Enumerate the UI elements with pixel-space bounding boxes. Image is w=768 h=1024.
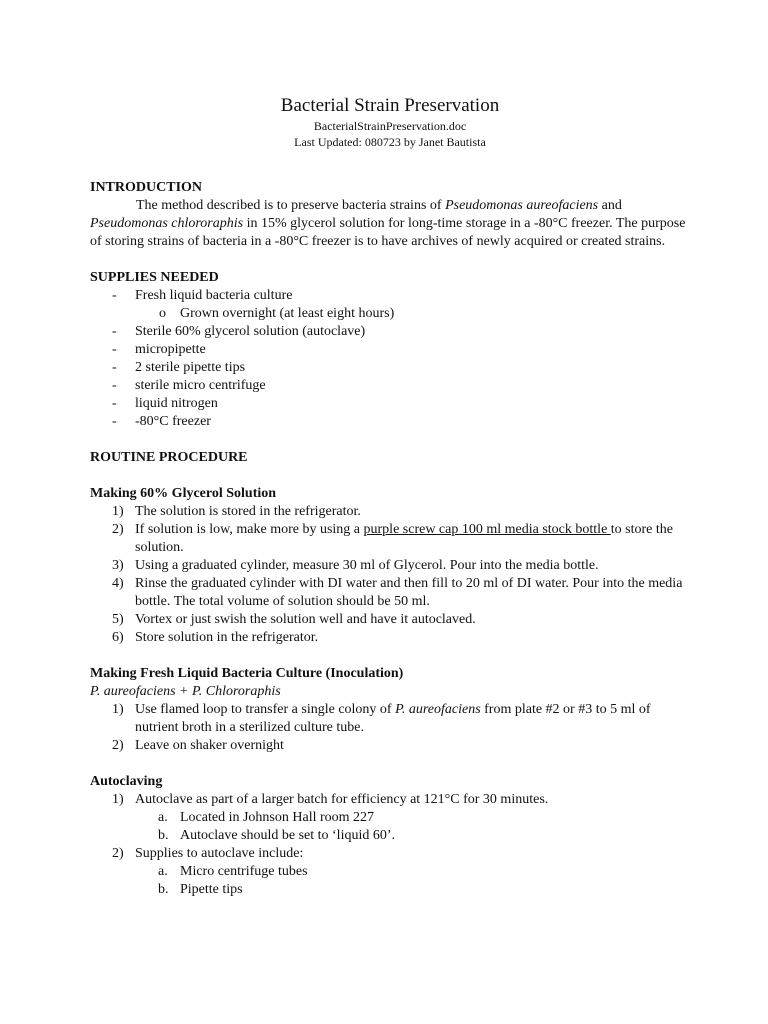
routine-heading: ROUTINE PROCEDURE xyxy=(90,450,248,465)
list-item-text: -80°C freezer xyxy=(135,414,211,429)
lettered-step xyxy=(90,809,690,827)
species-name: Pseudomonas aureofaciens xyxy=(445,198,599,213)
list-item-text: Grown overnight (at least eight hours) xyxy=(180,306,395,321)
lettered-step xyxy=(90,863,690,881)
step-text: Vortex or just swish the solution well and have it autoclaved. xyxy=(135,612,476,627)
doc-filename: BacterialStrainPreservation.doc xyxy=(313,119,467,133)
step-text: Supplies to autoclave include: xyxy=(135,846,304,861)
step-text: Located in Johnson Hall room 227 xyxy=(180,810,375,825)
step-number: 1) xyxy=(112,702,124,717)
numbered-step xyxy=(90,521,690,557)
numbered-step xyxy=(90,845,690,863)
step-letter: a. xyxy=(158,810,168,825)
numbered-step xyxy=(90,701,690,737)
list-item xyxy=(90,359,690,377)
list-item xyxy=(90,305,690,323)
list-item-text: sterile micro centrifuge xyxy=(135,378,266,393)
step-text: Use flamed loop to transfer a single colony of xyxy=(135,702,396,717)
step-number: 1) xyxy=(112,504,124,519)
glycerol-steps xyxy=(90,503,690,647)
step-text: Micro centrifuge tubes xyxy=(180,864,308,879)
step-number: 2) xyxy=(112,738,124,753)
step-number: 1) xyxy=(112,792,124,807)
numbered-step xyxy=(90,611,690,629)
step-text: Pipette tips xyxy=(180,882,243,897)
list-item-text: liquid nitrogen xyxy=(135,396,218,411)
autoclave-steps xyxy=(90,791,690,899)
step-text: Leave on shaker overnight xyxy=(135,738,284,753)
doc-updated: Last Updated: 080723 by Janet Bautista xyxy=(294,135,486,149)
step-letter: b. xyxy=(158,828,169,843)
step-number: 4) xyxy=(112,576,124,591)
dash-bullet: - xyxy=(112,360,117,375)
list-item xyxy=(90,377,690,395)
step-number: 5) xyxy=(112,612,124,627)
list-item xyxy=(90,413,690,431)
intro-text-and: and xyxy=(598,198,622,213)
dash-bullet: - xyxy=(112,378,117,393)
step-text: Rinse the graduated cylinder with DI water and then fill to 20 ml of DI water. Pour into the media bottle. The total volume of solution should be 50 ml. xyxy=(135,576,683,609)
numbered-step xyxy=(90,791,690,809)
list-item xyxy=(90,323,690,341)
doc-title: Bacterial Strain Preservation xyxy=(280,95,500,116)
step-letter: b. xyxy=(158,882,169,897)
numbered-step xyxy=(90,737,690,755)
step-text: Store solution in the refrigerator. xyxy=(135,630,319,645)
step-text: Autoclave should be set to ‘liquid 60’. xyxy=(180,828,396,843)
document-page xyxy=(90,94,690,899)
list-item xyxy=(90,287,690,305)
list-item-text: Sterile 60% glycerol solution (autoclave) xyxy=(135,324,366,339)
step-text: The solution is stored in the refrigerator. xyxy=(135,504,361,519)
intro-text-2: in 15% glycerol solution for long-time storage in a -80°C freezer. The purpose of storing strains of bacteria in a -80°C freezer is to have archives of newly acquired or created strains. xyxy=(90,216,686,249)
list-item-text: Fresh liquid bacteria culture xyxy=(135,288,293,303)
list-item xyxy=(90,395,690,413)
lettered-step xyxy=(90,881,690,899)
supplies-heading: SUPPLIES NEEDED xyxy=(90,270,219,285)
culture-heading: Making Fresh Liquid Bacteria Culture (Inoculation) xyxy=(90,666,404,681)
autoclave-heading: Autoclaving xyxy=(90,774,163,789)
glycerol-heading: Making 60% Glycerol Solution xyxy=(90,486,277,501)
list-item-text: micropipette xyxy=(135,342,206,357)
step-number: 2) xyxy=(112,522,124,537)
culture-steps xyxy=(90,701,690,755)
supplies-list xyxy=(90,287,690,431)
dash-bullet: - xyxy=(112,342,117,357)
intro-heading: INTRODUCTION xyxy=(90,180,203,195)
numbered-step xyxy=(90,575,690,611)
numbered-step xyxy=(90,629,690,647)
dash-bullet: - xyxy=(112,414,117,429)
dash-bullet: - xyxy=(112,324,117,339)
underlined-text: purple screw cap 100 ml media stock bottle xyxy=(363,522,611,537)
step-text: If solution is low, make more by using a xyxy=(135,522,364,537)
species-name: P. aureofaciens xyxy=(395,702,481,717)
step-text: to store the solution. xyxy=(135,522,673,555)
dash-bullet: - xyxy=(112,396,117,411)
step-text: Using a graduated cylinder, measure 30 ml of Glycerol. Pour into the media bottle. xyxy=(135,558,599,573)
intro-paragraph xyxy=(90,197,690,251)
step-letter: a. xyxy=(158,864,168,879)
list-item xyxy=(90,341,690,359)
step-text: Autoclave as part of a larger batch for efficiency at 121°C for 30 minutes. xyxy=(135,792,549,807)
step-number: 6) xyxy=(112,630,124,645)
numbered-step xyxy=(90,557,690,575)
species-name: Pseudomonas chlororaphis xyxy=(90,216,244,231)
step-number: 2) xyxy=(112,846,124,861)
lettered-step xyxy=(90,827,690,845)
circle-bullet: o xyxy=(159,306,166,321)
culture-species: P. aureofaciens + P. Chlororaphis xyxy=(90,684,281,699)
dash-bullet: - xyxy=(112,288,117,303)
list-item-text: 2 sterile pipette tips xyxy=(135,360,246,375)
intro-text-1: The method described is to preserve bacteria strains of xyxy=(136,198,446,213)
numbered-step xyxy=(90,503,690,521)
step-number: 3) xyxy=(112,558,124,573)
step-text: from plate #2 or #3 to 5 ml of nutrient broth in a sterilized culture tube. xyxy=(135,702,651,735)
